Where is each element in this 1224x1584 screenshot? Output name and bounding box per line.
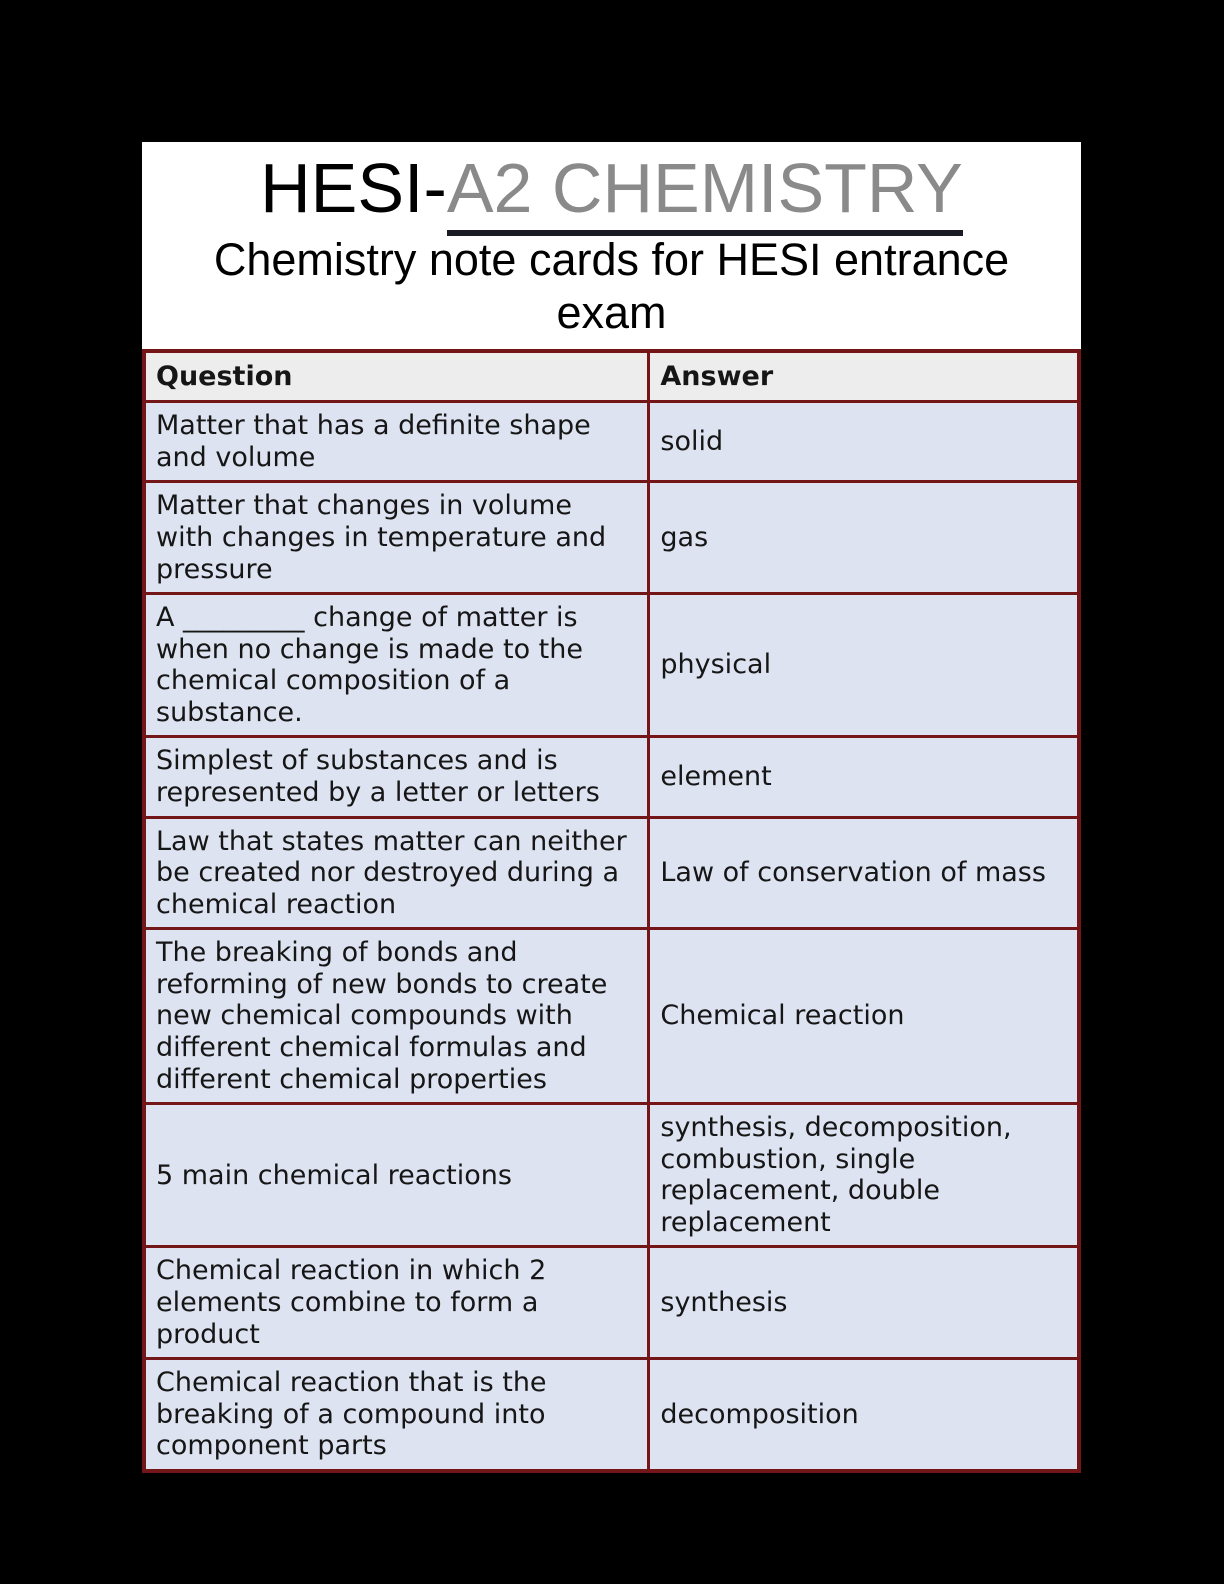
answer-cell: synthesis, decomposition, combustion, single replacement, double replacement bbox=[649, 1104, 1079, 1247]
question-cell: Matter that changes in volume with changes in temperature and pressure bbox=[144, 482, 649, 594]
question-cell: Simplest of substances and is represented by a letter or letters bbox=[144, 737, 649, 817]
column-header-question: Question bbox=[144, 351, 649, 402]
table-row bbox=[144, 1104, 1079, 1247]
table-row bbox=[144, 1359, 1079, 1471]
table-row bbox=[144, 594, 1079, 737]
answer-cell: gas bbox=[649, 482, 1079, 594]
page-title bbox=[142, 150, 1081, 227]
answer-cell: decomposition bbox=[649, 1359, 1079, 1471]
page-title-prefix: HESI- bbox=[260, 149, 447, 227]
table-row bbox=[144, 737, 1079, 817]
table-row bbox=[144, 1247, 1079, 1359]
question-cell: Chemical reaction that is the breaking of a compound into component parts bbox=[144, 1359, 649, 1471]
question-cell: A _________ change of matter is when no change is made to the chemical composition of a substance. bbox=[144, 594, 649, 737]
table-row bbox=[144, 929, 1079, 1104]
question-cell: Matter that has a definite shape and volume bbox=[144, 402, 649, 482]
question-cell: Chemical reaction in which 2 elements combine to form a product bbox=[144, 1247, 649, 1359]
document-page bbox=[142, 142, 1081, 1473]
table-row bbox=[144, 817, 1079, 929]
question-cell: Law that states matter can neither be created nor destroyed during a chemical reaction bbox=[144, 817, 649, 929]
table-header-row bbox=[144, 351, 1079, 402]
answer-cell: physical bbox=[649, 594, 1079, 737]
question-cell: 5 main chemical reactions bbox=[144, 1104, 649, 1247]
column-header-answer: Answer bbox=[649, 351, 1079, 402]
table-row bbox=[144, 402, 1079, 482]
page-subtitle: Chemistry note cards for HESI entrance exam bbox=[213, 234, 1010, 339]
table-row bbox=[144, 482, 1079, 594]
page-title-highlight: A2 CHEMISTRY bbox=[447, 149, 963, 236]
answer-cell: solid bbox=[649, 402, 1079, 482]
question-cell: The breaking of bonds and reforming of new bonds to create new chemical compounds with different chemical formulas and different chemical properties bbox=[144, 929, 649, 1104]
answer-cell: Law of conservation of mass bbox=[649, 817, 1079, 929]
flashcard-table bbox=[142, 349, 1081, 1473]
answer-cell: element bbox=[649, 737, 1079, 817]
answer-cell: synthesis bbox=[649, 1247, 1079, 1359]
answer-cell: Chemical reaction bbox=[649, 929, 1079, 1104]
